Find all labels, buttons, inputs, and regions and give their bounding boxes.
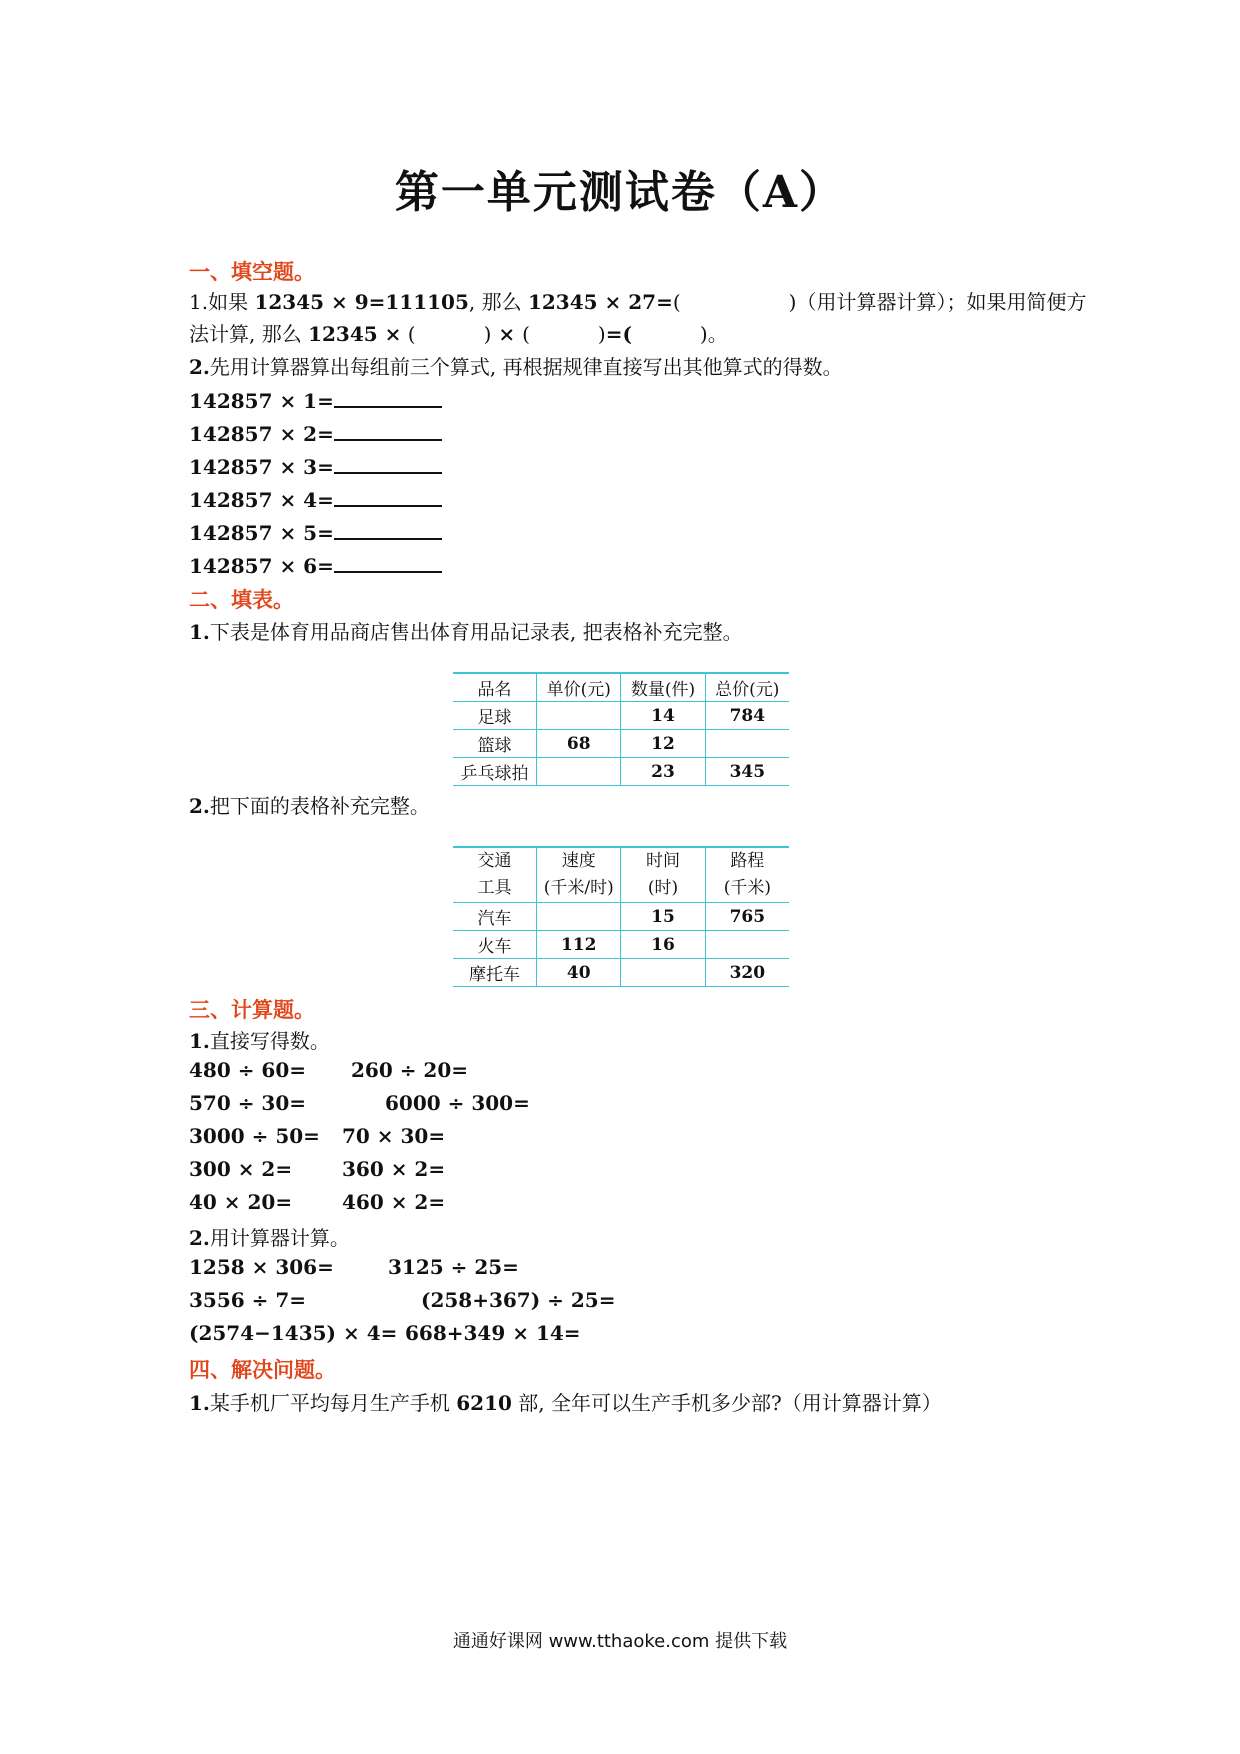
mult-row-4 <box>189 483 442 512</box>
unit-price-cell: 68 <box>537 730 621 758</box>
mult-expr: 142857 × 4= <box>189 488 334 512</box>
vehicle-cell: 火车 <box>453 931 537 959</box>
calc-expr: 3556 ÷ 7= <box>189 1288 307 1312</box>
paren-close: ) <box>597 322 606 346</box>
table-row <box>453 702 789 730</box>
header-text: (千米) <box>723 878 771 898</box>
answer-line[interactable] <box>334 483 442 507</box>
quantity-cell: 14 <box>621 702 705 730</box>
header-cell <box>621 847 705 903</box>
table-question-2 <box>189 790 430 819</box>
footer-credit: 通通好课网 www.tthaoke.com 提供下载 <box>452 1631 788 1652</box>
header-cell: 品名 <box>453 673 537 702</box>
answer-line[interactable] <box>334 549 442 573</box>
calc-expr: 3125 ÷ 25= <box>388 1255 519 1279</box>
distance-cell[interactable] <box>705 931 789 959</box>
calc-expr: (2574−1435) × 4= <box>189 1321 398 1345</box>
paren-open: ( <box>672 290 681 314</box>
question-number-value: 6210 <box>456 1391 512 1415</box>
question-2 <box>189 351 843 380</box>
q-expr: 12345 × 9=111105 <box>254 290 469 314</box>
paren-close: ) <box>483 322 492 346</box>
question-number: 2. <box>189 355 210 379</box>
table-row <box>453 931 789 959</box>
unit-price-cell[interactable] <box>537 758 621 786</box>
page-title: 第一单元测试卷（A） <box>394 167 846 218</box>
calc-question-2 <box>189 1222 350 1251</box>
calc-question-1 <box>189 1025 330 1054</box>
speed-cell: 112 <box>537 931 621 959</box>
question-text: 直接写得数。 <box>209 1029 330 1053</box>
section-heading-fill-table: 二、填表。 <box>189 588 294 612</box>
oral-expr: 260 ÷ 20= <box>351 1058 469 1082</box>
sales-record-table <box>453 672 789 786</box>
equals-paren: =( <box>605 322 632 346</box>
section-heading-calculation: 三、计算题。 <box>189 998 315 1022</box>
question-text: 某手机厂平均每月生产手机 <box>209 1391 457 1415</box>
q-text: , 那么 <box>468 290 528 314</box>
travel-table <box>453 846 789 987</box>
mult-row-3 <box>189 450 442 479</box>
header-text: 工具 <box>477 878 512 898</box>
total-price-cell: 345 <box>705 758 789 786</box>
header-cell <box>453 847 537 903</box>
item-name-cell: 篮球 <box>453 730 537 758</box>
times-sign: × <box>491 322 523 346</box>
table-header-row <box>453 847 789 903</box>
quantity-cell: 23 <box>621 758 705 786</box>
mult-expr: 142857 × 3= <box>189 455 334 479</box>
oral-expr: 300 × 2= <box>189 1157 293 1181</box>
answer-line[interactable] <box>334 384 442 408</box>
vehicle-cell: 汽车 <box>453 903 537 931</box>
oral-expr: 70 × 30= <box>342 1124 446 1148</box>
question-text: 先用计算器算出每组前三个算式, 再根据规律直接写出其他算式的得数。 <box>209 355 843 379</box>
mult-expr: 142857 × 1= <box>189 389 334 413</box>
mult-row-1 <box>189 384 442 413</box>
time-cell: 15 <box>621 903 705 931</box>
unit-price-cell[interactable] <box>537 702 621 730</box>
paren-close: )。 <box>699 322 728 346</box>
question-number: 2. <box>189 1226 210 1250</box>
table-row <box>453 903 789 931</box>
item-name-cell: 乒乓球拍 <box>453 758 537 786</box>
question-number: 2. <box>189 794 210 818</box>
table-row <box>453 758 789 786</box>
question-number: 1. <box>189 1029 210 1053</box>
mult-expr: 142857 × 2= <box>189 422 334 446</box>
answer-line[interactable] <box>334 516 442 540</box>
section-heading-fill-blank: 一、填空题。 <box>189 260 315 284</box>
question-1-line-1 <box>189 286 1086 315</box>
calc-expr: 668+349 × 14= <box>405 1321 581 1345</box>
oral-expr: 460 × 2= <box>342 1190 446 1214</box>
header-text: 时间 <box>646 851 681 871</box>
question-text: 下表是体育用品商店售出体育用品记录表, 把表格补充完整。 <box>209 620 743 644</box>
section-heading-word-problems: 四、解决问题。 <box>189 1358 336 1382</box>
header-cell <box>537 847 621 903</box>
oral-expr: 480 ÷ 60= <box>189 1058 307 1082</box>
calc-expr: 1258 × 306= <box>189 1255 334 1279</box>
header-cell: 总价(元) <box>705 673 789 702</box>
quantity-cell: 12 <box>621 730 705 758</box>
header-cell: 单价(元) <box>537 673 621 702</box>
table-question-1 <box>189 616 743 645</box>
paren-open: ( <box>522 322 530 346</box>
speed-cell: 40 <box>537 959 621 987</box>
oral-expr: 40 × 20= <box>189 1190 293 1214</box>
mult-expr: 142857 × 5= <box>189 521 334 545</box>
answer-line[interactable] <box>334 450 442 474</box>
answer-line[interactable] <box>334 417 442 441</box>
header-cell <box>705 847 789 903</box>
question-text: 把下面的表格补充完整。 <box>209 794 430 818</box>
distance-cell: 765 <box>705 903 789 931</box>
header-text: (时) <box>647 878 679 898</box>
q-expr: 12345 × <box>308 322 402 346</box>
calc-expr: (258+367) ÷ 25= <box>421 1288 616 1312</box>
distance-cell: 320 <box>705 959 789 987</box>
mult-expr: 142857 × 6= <box>189 554 334 578</box>
oral-expr: 360 × 2= <box>342 1157 446 1181</box>
q-text: 法计算, 那么 <box>189 322 309 346</box>
table-row <box>453 730 789 758</box>
q-text: 1.如果 <box>189 290 255 314</box>
total-price-cell[interactable] <box>705 730 789 758</box>
oral-expr: 570 ÷ 30= <box>189 1091 307 1115</box>
mult-row-5 <box>189 516 442 545</box>
oral-expr: 3000 ÷ 50= <box>189 1124 320 1148</box>
q-expr: 12345 × 27= <box>527 290 673 314</box>
paren-open: ( <box>401 322 416 346</box>
q-text: )（用计算器计算）；如果用简便方 <box>788 290 1087 314</box>
question-number: 1. <box>189 1391 210 1415</box>
total-price-cell: 784 <box>705 702 789 730</box>
question-number: 1. <box>189 620 210 644</box>
time-cell[interactable] <box>621 959 705 987</box>
time-cell: 16 <box>621 931 705 959</box>
word-problem-1 <box>189 1387 942 1416</box>
question-text: 用计算器计算。 <box>209 1226 350 1250</box>
header-text: 路程 <box>730 851 765 871</box>
table-header-row <box>453 673 789 702</box>
question-1-line-2 <box>189 318 728 347</box>
mult-row-6 <box>189 549 442 578</box>
vehicle-cell: 摩托车 <box>453 959 537 987</box>
question-text: 部, 全年可以生产手机多少部?（用计算器计算） <box>511 1391 942 1415</box>
header-text: (千米/时) <box>543 878 614 898</box>
table-row <box>453 959 789 987</box>
header-cell: 数量(件) <box>621 673 705 702</box>
oral-expr: 6000 ÷ 300= <box>385 1091 530 1115</box>
header-text: 交通 <box>477 851 512 871</box>
mult-row-2 <box>189 417 442 446</box>
header-text: 速度 <box>561 851 596 871</box>
item-name-cell: 足球 <box>453 702 537 730</box>
speed-cell[interactable] <box>537 903 621 931</box>
